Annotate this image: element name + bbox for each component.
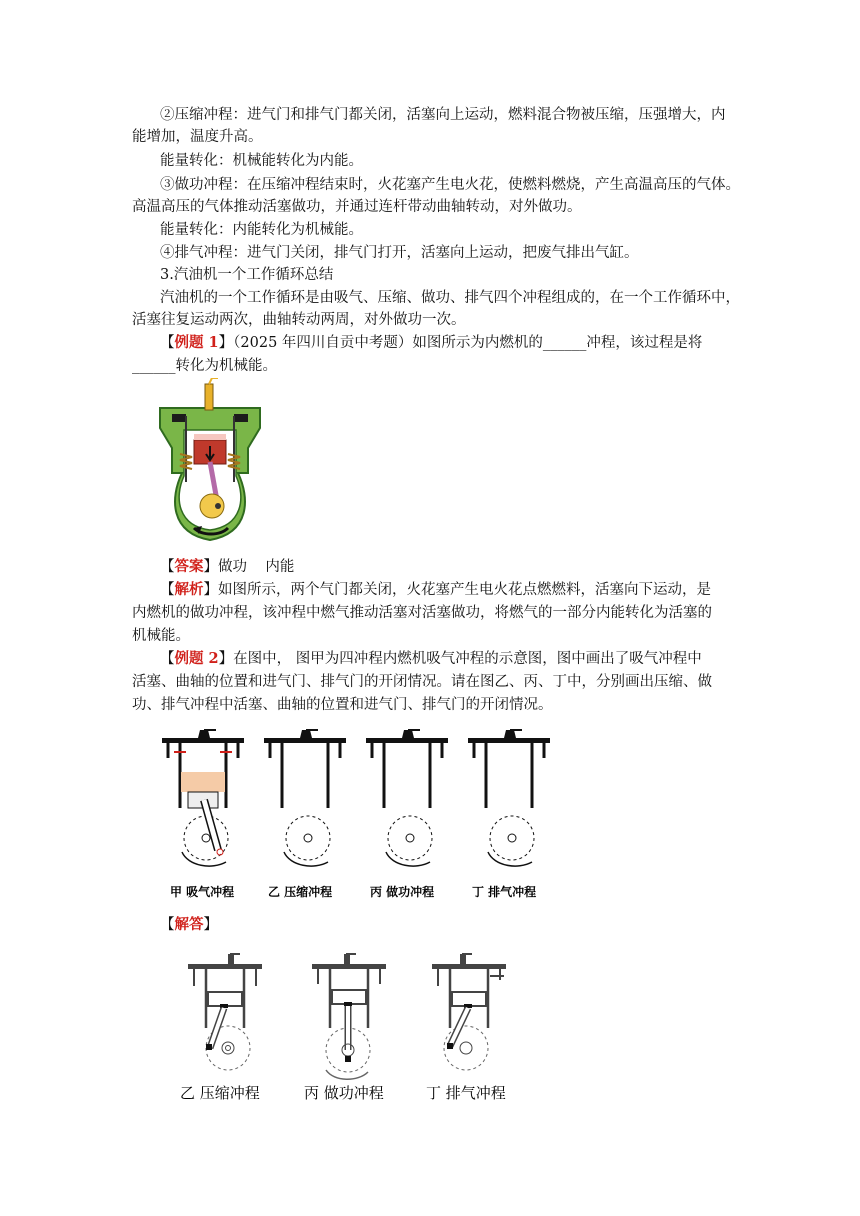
bracket-close: 】 [203, 559, 218, 575]
four-stroke-diagram [160, 728, 560, 904]
analysis-text-1: 如图所示，两个气门都关闭，火花塞产生电火花点燃燃料，活塞向下运动，是 [218, 582, 711, 598]
example1-text-1: （2025 年四川自贡中考题）如图所示为内燃机的______冲程，该过程是将 [233, 335, 703, 351]
section-heading-3: 3.汽油机一个工作循环总结 [160, 267, 334, 283]
bracket-open: 【 [160, 651, 175, 667]
bracket-open: 【 [160, 917, 175, 933]
example2-label: 例题 2 [174, 650, 219, 667]
fig-label-jia: 甲 吸气冲程 [170, 885, 235, 899]
solution-label: 解答 [174, 916, 204, 933]
example1-answer [160, 556, 760, 578]
example2-solution-heading [160, 914, 760, 936]
fig-label-ding: 丁 排气冲程 [472, 885, 537, 899]
example2-question-line3: 功、排气冲程中活塞、曲轴的位置和进气门、排气门的开闭情况。 [132, 697, 553, 713]
example1-question-line2: ______转化为机械能。 [132, 358, 277, 374]
example1-analysis-line1 [160, 579, 760, 601]
example2-question-line1 [160, 648, 760, 670]
fig-label-yi: 乙 压缩冲程 [268, 885, 333, 899]
engine-power-stroke-figure [150, 378, 270, 546]
solution-yi [188, 954, 262, 1070]
answer-label: 答案 [174, 558, 204, 575]
bracket-open: 【 [160, 559, 175, 575]
sol-label-ding: 丁 排气冲程 [426, 1084, 506, 1102]
engine-jia [162, 730, 244, 866]
para-power-2: 高温高压的气体推动活塞做功，并通过连杆带动曲轴转动，对外做功。 [132, 199, 582, 215]
solution-bing [312, 954, 386, 1079]
example2-text-1: 在图中， 图甲为四冲程内燃机吸气冲程的示意图，图中画出了吸气冲程中 [233, 651, 702, 667]
bracket-close: 】 [203, 917, 218, 933]
answer-text: 做功 内能 [218, 559, 295, 575]
analysis-label: 解析 [174, 581, 204, 598]
bracket-close: 】 [218, 651, 234, 667]
bracket-close: 】 [218, 335, 234, 351]
example1-analysis-line3: 机械能。 [132, 628, 190, 644]
para-energy-1: 能量转化：机械能转化为内能。 [160, 153, 363, 169]
para-exhaust-1: ④排气冲程：进气门关闭，排气门打开，活塞向上运动，把废气排出气缸。 [160, 245, 639, 261]
bracket-open: 【 [160, 582, 175, 598]
para-summary-2: 活塞往复运动两次，曲轴转动两周，对外做功一次。 [132, 312, 466, 328]
engine-yi [264, 730, 346, 866]
solution-diagram [176, 950, 516, 1110]
sol-label-bing: 丙 做功冲程 [304, 1084, 384, 1102]
sol-label-yi: 乙 压缩冲程 [180, 1084, 260, 1102]
fig-label-bing: 丙 做功冲程 [370, 885, 435, 899]
example1-analysis-line2: 内燃机的做功冲程，该冲程中燃气推动活塞对活塞做功，将燃气的一部分内能转化为活塞的 [132, 605, 712, 621]
para-compression-1: ②压缩冲程：进气门和排气门都关闭，活塞向上运动，燃料混合物被压缩，压强增大，内 [160, 107, 726, 123]
bracket-close: 】 [203, 582, 218, 598]
solution-ding [432, 954, 506, 1070]
para-summary-1: 汽油机的一个工作循环是由吸气、压缩、做功、排气四个冲程组成的，在一个工作循环中， [160, 290, 740, 306]
engine-bing [366, 730, 448, 866]
example2-question-line2: 活塞、曲轴的位置和进气门、排气门的开闭情况。请在图乙、丙、丁中，分别画出压缩、做 [132, 674, 712, 690]
engine-ding [468, 730, 550, 866]
para-compression-2: 能增加，温度升高。 [132, 129, 263, 145]
example1-label: 例题 1 [174, 334, 219, 351]
para-energy-2: 能量转化：内能转化为机械能。 [160, 222, 363, 238]
para-power-1: ③做功冲程：在压缩冲程结束时，火花塞产生电火花，使燃料燃烧，产生高温高压的气体。 [160, 177, 740, 193]
example1-question-line1 [160, 332, 760, 354]
bracket-open: 【 [160, 335, 175, 351]
